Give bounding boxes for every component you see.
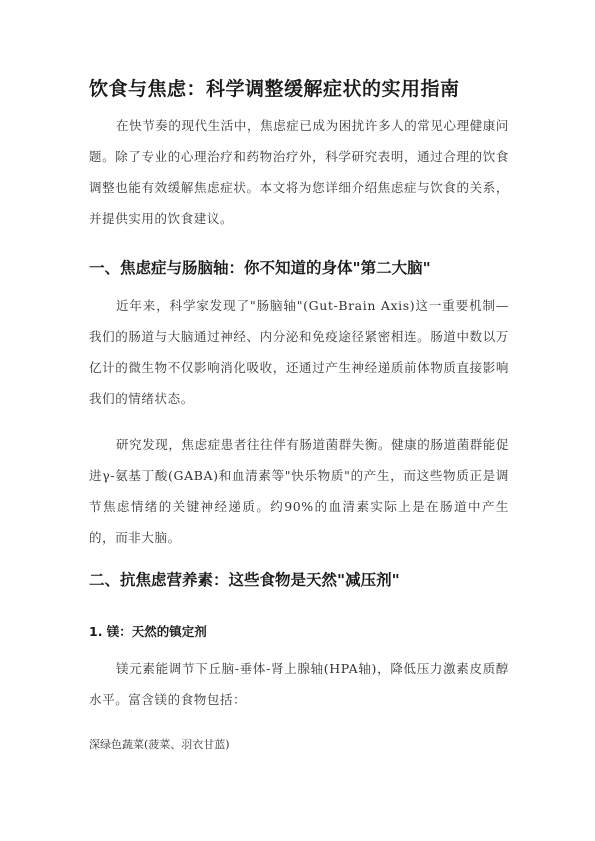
section-2-heading: 二、抗焦虑营养素：这些食物是天然"减压剂" [89,571,400,589]
intro-paragraph: 在快节奏的现代生活中，焦虑症已成为困扰许多人的常见心理健康问题。除了专业的心理治疗和药物治疗外，科学研究表明，通过合理的饮食调整也能有效缓解焦虑症状。本文将为您详细介绍焦虑症与饮食的关系，并提供实用的饮食建议。 [89,118,510,226]
section-1-paragraph-2: 研究发现，焦虑症患者往往伴有肠道菌群失衡。健康的肠道菌群能促进γ-氨基丁酸(GABA)和血清素等"快乐物质"的产生，而这些物质正是调节焦虑情绪的关键神经递质。约90%的血清素实际上是在肠道中产生的，而非大脑。 [89,437,510,545]
page-title: 饮食与焦虑：科学调整缓解症状的实用指南 [89,78,460,100]
list-item: 深绿色蔬菜(菠菜、羽衣甘蓝) [89,738,230,751]
subsection-1-heading: 1. 镁：天然的镇定剂 [89,624,207,639]
section-1-heading: 一、焦虑症与肠脑轴：你不知道的身体"第二大脑" [89,259,431,277]
section-1-paragraph-1: 近年来，科学家发现了"肠脑轴"(Gut-Brain Axis)这一重要机制—我们的肠道与大脑通过神经、内分泌和免疫途径紧密相连。肠道中数以万亿计的微生物不仅影响消化吸收，还通过产生神经递质前体物质直接影响我们的情绪状态。 [89,298,509,406]
subsection-1-paragraph: 镁元素能调节下丘脑-垂体-肾上腺轴(HPA轴)，降低压力激素皮质醇水平。富含镁的食物包括： [89,661,509,707]
